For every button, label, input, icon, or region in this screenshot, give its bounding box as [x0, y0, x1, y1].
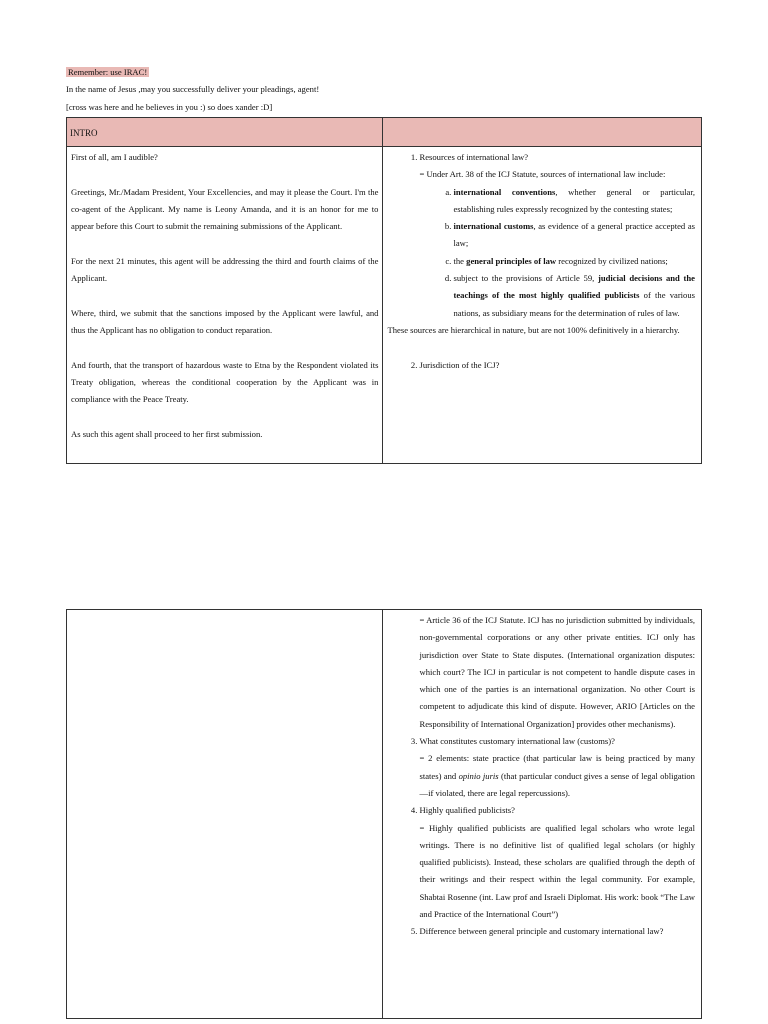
answer-item [419, 612, 695, 733]
question-item [419, 923, 695, 940]
pleading-table-2 [66, 609, 702, 1019]
source-item: c. the general principles of law recognized by civilized nations; [453, 253, 695, 270]
questions-list [387, 612, 695, 941]
source-item: d. subject to the provisions of Article 59, judicial decisions and the teachings of the most highly qualified publicists of the various nations, as subsidiary means for the determination of rules of law. [453, 270, 695, 322]
header-line-2: In the name of Jesus ,may you successfully deliver your pleadings, agent! [66, 84, 320, 95]
speech-paragraph: First of all, am I audible? [71, 152, 158, 162]
questions-list [387, 149, 695, 374]
answer-text: = Article 36 of the ICJ Statute. ICJ has no jurisdiction submitted by individuals, non-governmental corporations or any other private entities. ICJ only has jurisdiction over State to State disputes. (International organization disputes: which court? The ICJ in particular is not competent to handle dispute cases in which one of the parties is an international organization. No other Court is competent to adjudicate this kind of dispute. However, ARIO [Articles on the Responsibility of International Organization] provides other mechanisms). [419, 615, 695, 729]
speech-paragraph: Greetings, Mr./Madam President, Your Excellencies, and may it please the Court. I'm the co-agent of the Applicant. My name is Leony Amanda, and it is an honor for me to appear before this Court to submit the remaining submissions of the Applicant. [71, 186, 379, 232]
answer-text: = 2 elements: state practice (that particular law is being practiced by many states) and opinio juris (that particular conduct gives a sense of legal obligation—if violated, there are legal repercussions). [419, 753, 695, 798]
table-header-row [67, 118, 702, 147]
source-item: a. international conventions, whether general or particular, establishing rules expressly recognized by the contesting states; [453, 184, 695, 219]
document-header [66, 64, 706, 116]
question-item [419, 733, 695, 802]
speech-paragraph: As such this agent shall proceed to her first submission. [71, 428, 263, 439]
speech-column [67, 610, 383, 1019]
sources-list [419, 184, 695, 322]
speech-column [67, 147, 383, 464]
notes-header [383, 118, 702, 147]
question-text: Highly qualified publicists? [419, 805, 515, 816]
header-line-1 [66, 64, 706, 81]
irac-reminder: Remember: use IRAC! [68, 67, 148, 77]
question-item [387, 149, 696, 339]
table-row [67, 147, 702, 464]
hierarchy-note: These sources are hierarchical in nature, but are not 100% definitively in a hierarchy. [387, 324, 680, 335]
question-text: What constitutes customary international law (customs)? [419, 736, 615, 747]
intro-header: INTRO [67, 118, 383, 147]
question-text: Jurisdiction of the ICJ? [419, 359, 500, 370]
question-item [419, 802, 695, 923]
notes-column [383, 147, 702, 464]
question-item [419, 357, 695, 374]
source-item: b. international customs, as evidence of a general practice accepted as law; [453, 218, 695, 253]
speech-paragraph: Where, third, we submit that the sanctions imposed by the Applicant were lawful, and thus the Applicant has no obligation to conduct reparation. [71, 307, 379, 335]
pleading-table-1 [66, 117, 702, 464]
question-text: Resources of international law? [419, 152, 529, 162]
speech-paragraph: And fourth, that the transport of hazardous waste to Etna by the Respondent violated its Treaty obligation, whereas the conditional cooperation by the Applicant was in compliance with the Peace Treaty. [71, 359, 379, 405]
answer-text: = Under Art. 38 of the ICJ Statute, sources of international law include: [419, 169, 666, 180]
question-text: Difference between general principle and customary international law? [419, 926, 664, 937]
speech-paragraph: For the next 21 minutes, this agent will be addressing the third and fourth claims of the Applicant. [71, 255, 379, 284]
answer-text: = Highly qualified publicists are qualified legal scholars who wrote legal writings. There is no definitive list of qualified legal scholars (or highly qualified publicists). Instead, these scholars are qualified through the depth of their writings and their respect within the legal community. For example, Shabtai Rosenne (int. Law prof and Israeli Diplomat. His work: book “The Law and Practice of the International Court”) [419, 822, 695, 920]
notes-column [383, 610, 702, 1019]
header-line-3: [cross was here and he believes in you :) so does xander :D] [66, 101, 273, 112]
table-row [67, 610, 702, 1019]
